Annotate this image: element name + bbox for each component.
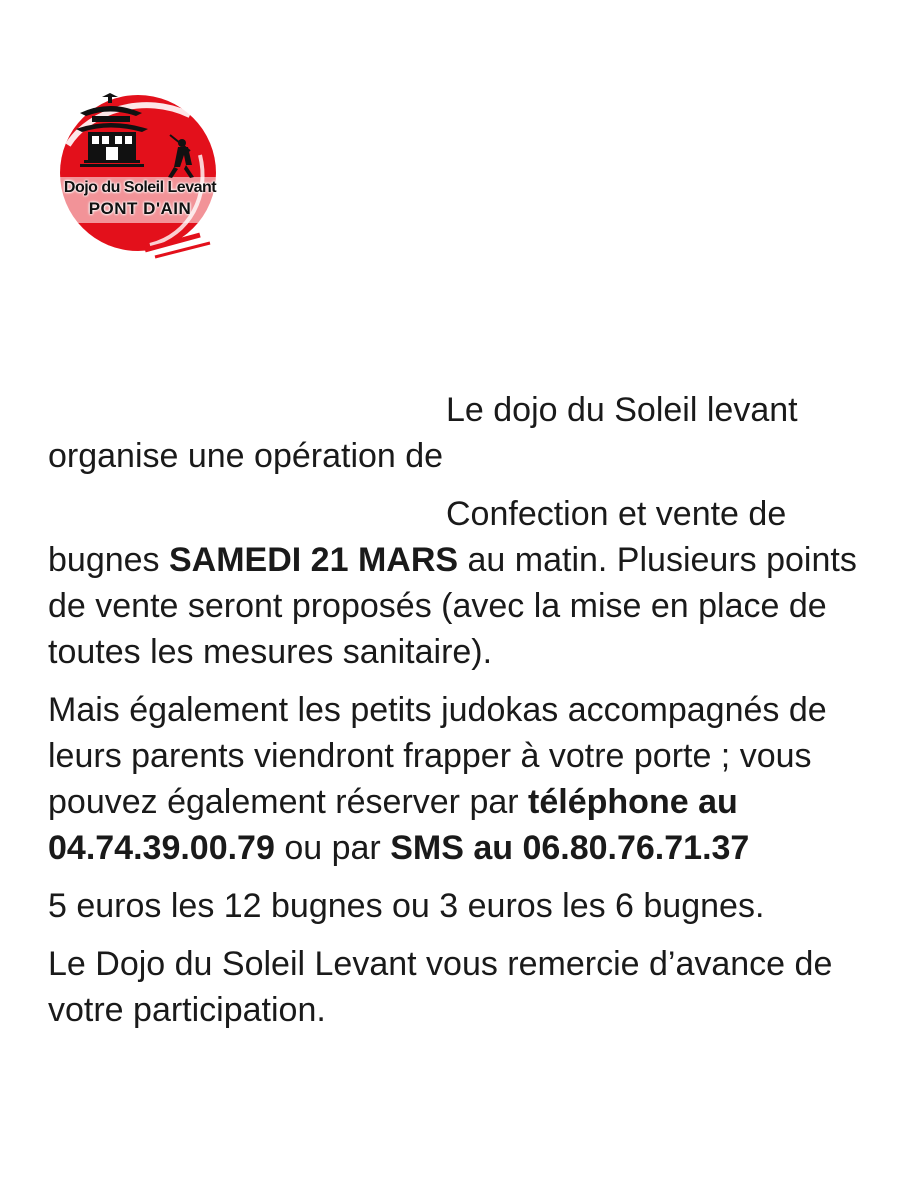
sms-number: SMS au 06.80.76.71.37 xyxy=(390,829,750,867)
event-date: SAMEDI 21 MARS xyxy=(169,541,459,579)
paragraph-event xyxy=(48,491,878,675)
reservation-text-b: ou par xyxy=(274,829,391,867)
paragraph-thanks: Le Dojo du Soleil Levant vous remercie d’avance de votre participation. xyxy=(48,945,833,1029)
dojo-logo xyxy=(50,85,230,260)
event-text-b: au matin. Plusieurs points de vente seront proposés (avec la mise en place de toutes les mesures sanitaire). xyxy=(48,541,857,671)
logo-graphic xyxy=(50,85,230,260)
logo-title: Dojo du Soleil Levant xyxy=(63,179,217,196)
event-line-1: Confection et vente de xyxy=(446,495,787,533)
logo-location: PONT D'AIN xyxy=(88,199,192,218)
intro-line-1: Le dojo du Soleil levant xyxy=(446,391,798,429)
paragraph-price: 5 euros les 12 bugnes ou 3 euros les 6 bugnes. xyxy=(48,887,765,925)
phone-number: téléphone au 04.74.39.00.79 xyxy=(48,783,738,867)
announcement-text xyxy=(48,387,878,1033)
paragraph-reservation xyxy=(48,687,878,871)
event-text-a: bugnes xyxy=(48,541,169,579)
reservation-text-a: Mais également les petits judokas accompagnés de leurs parents viendront frapper à votre porte ; vous pouvez également réserver par xyxy=(48,691,827,821)
paragraph-intro xyxy=(48,387,878,479)
intro-line-2: organise une opération de xyxy=(48,437,444,475)
